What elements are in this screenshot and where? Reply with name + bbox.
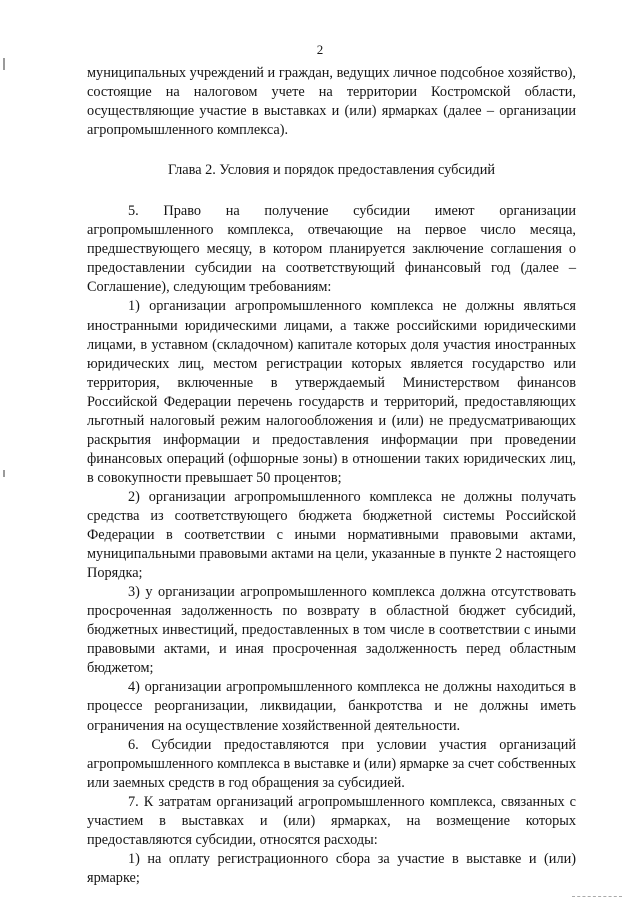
chapter-heading: Глава 2. Условия и порядок предоставления субсидий xyxy=(167,162,496,179)
scan-edge-mark xyxy=(3,58,5,70)
subitem-7-1: 1) на оплату регистрационного сбора за участие в выставке и (или) ярмарке; xyxy=(87,850,576,886)
scan-footer-mark xyxy=(572,896,622,897)
paragraph-item-5: 5. Право на получение субсидии имеют организации агропромышленного комплекса, отвечающие на первое число месяца, предшествующего месяцу, в котором планируется заключение соглашения о предоставлении субсидии на соответствующий финансовый год (далее – Соглашение), следующим требованиям: xyxy=(87,203,576,296)
subitem-5-3: 3) у организации агропромышленного комплекса должна отсутствовать просроченная задолженность по возврату в областной бюджет субсидий, бюджетных инвестиций, предоставленных в том числе в соответствии с иными правовыми актами, и иная просроченная задолженность перед областным бюджетом; xyxy=(87,584,576,677)
subitem-5-1: 1) организации агропромышленного комплекса не должны являться иностранными юридическими лицами, а также российскими юридическими лицами, в уставном (складочном) капитале которых доля участия иностранных юридических лиц, местом регистрации которых является государство или территория, включенные в утверждаемый Министерством финансов Российской Федерации перечень государств и территорий, предоставляющих льготный налоговый режим налогообложения и (или) не предусматривающих раскрытия информации и предоставления информации при проведении финансовых операций (офшорные зоны) в отношении таких юридических лиц, в совокупности превышает 50 процентов; xyxy=(87,298,576,486)
paragraph-continuation: муниципальных учреждений и граждан, ведущих личное подсобное хозяйство), состоящие на налоговом учете на территории Костромской области, осуществляющие участие в выставках и (или) ярмарках (далее – организации агропромышленного комплекса). xyxy=(87,65,576,139)
document-body xyxy=(87,64,576,888)
subitem-5-2: 2) организации агропромышленного комплекса не должны получать средства из соответствующего бюджета бюджетной системы Российской Федерации в соответствии с иными нормативными правовыми актами, муниципальными правовыми актами на цели, указанные в пункте 2 настоящего Порядка; xyxy=(87,488,576,582)
paragraph-item-7: 7. К затратам организаций агропромышленного комплекса, связанных с участием в выставках и (или) ярмарках, на возмещение которых предоставляются субсидии, относятся расходы: xyxy=(87,793,576,848)
paragraph-item-6: 6. Субсидии предоставляются при условии участия организаций агропромышленного комплекса в выставке и (или) ярмарке за счет собственных или заемных средств в год обращения за субсидией. xyxy=(87,736,576,791)
scan-edge-mark xyxy=(3,470,5,477)
subitem-5-4: 4) организации агропромышленного комплекса не должны находиться в процессе реорганизации, ликвидации, банкротства и не должны иметь ограничения на осуществление хозяйственной деятельности. xyxy=(87,679,576,734)
page-number: 2 xyxy=(316,42,324,57)
